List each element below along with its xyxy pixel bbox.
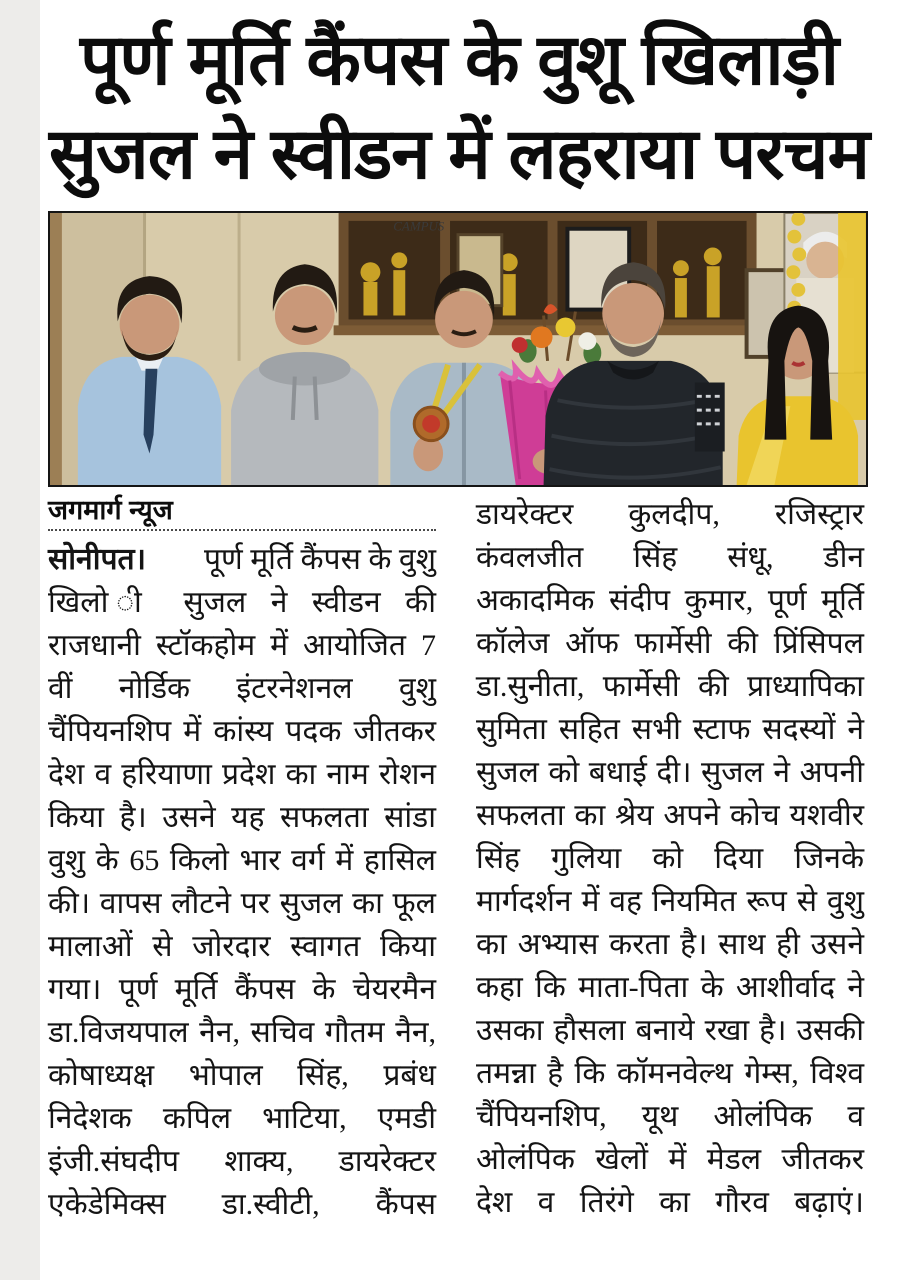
dateline: सोनीपत। — [48, 543, 146, 577]
headline-line-2: सुजल ने स्वीडन में लहराया परचम — [49, 114, 869, 194]
article-line: अकादमिक संदीप कुमार, पूर्ण मूर्ति — [476, 584, 864, 618]
article-line: सुमिता सहित सभी स्टाफ सदस्यों ने — [476, 713, 864, 747]
article-line: मालाओं से जोरदार स्वागत किया — [48, 930, 436, 964]
article-line: की। वापस लौटने पर सुजल का फूल — [48, 887, 436, 921]
article-line: का अभ्यास करता है। साथ ही उसने — [476, 928, 864, 962]
article-column-right — [476, 493, 864, 1226]
hood — [259, 352, 351, 386]
article-line: उसका हौसला बनाये रखा है। उसकी — [476, 1014, 864, 1048]
article-line: देश व तिरंगे का गौरव बढ़ाएं। — [476, 1186, 864, 1220]
article-line: वुशु के 65 किलो भार वर्ग में हासिल — [48, 844, 436, 878]
article-line: चैंपियनशिप, यूथ ओलंपिक व — [476, 1100, 864, 1134]
campus-overlay-text: CAMPUS — [393, 220, 445, 235]
article-page — [48, 0, 870, 1280]
article-line: सुजल को बधाई दी। सुजल ने अपनी — [476, 756, 864, 790]
article-line: डा.विजयपाल नैन, सचिव गौतम नैन, — [48, 1016, 436, 1050]
article-column-left — [48, 493, 436, 1226]
news-photo-illustration — [50, 213, 866, 485]
article-line: एकेडेमिक्स डा.स्वीटी, कैंपस — [48, 1188, 436, 1222]
article-line: चैंपियनशिप में कांस्य पदक जीतकर — [48, 715, 436, 749]
article-lead-line — [48, 538, 436, 581]
right-lines — [476, 493, 864, 1224]
article-line: निदेशक कपिल भाटिया, एमडी — [48, 1102, 436, 1136]
article-line: मार्गदर्शन में वह नियमित रूप से वुशु — [476, 885, 864, 919]
article-line: तमन्ना है कि कॉमनवेल्थ गेम्स, विश्व — [476, 1057, 864, 1091]
article-line: डा.सुनीता, फार्मेसी की प्राध्यापिका — [476, 670, 864, 704]
yellow-drape — [838, 213, 866, 420]
article-line: खिलो ी सुजल ने स्वीडन की — [48, 586, 436, 620]
article-body — [48, 493, 870, 1226]
article-line: सिंह गुलिया को दिया जिनके — [476, 842, 864, 876]
article-line: कॉलेज ऑफ फार्मेसी की प्रिंसिपल — [476, 627, 864, 661]
article-line: कंवलजीत सिंह संधू, डीन — [476, 541, 864, 575]
article-line: वीं नोर्डिक इंटरनेशनल वुशु — [48, 672, 436, 706]
article-line: देश व हरियाणा प्रदेश का नाम रोशन — [48, 758, 436, 792]
news-source-byline: जगमार्ग न्यूज — [48, 493, 436, 531]
article-line: गया। पूर्ण मूर्ति कैंपस के चेयरमैन — [48, 973, 436, 1007]
lead-text: पूर्ण मूर्ति कैंपस के वुशु — [203, 543, 436, 577]
page-title — [48, 14, 870, 201]
article-line: सफलता का श्रेय अपने कोच यशवीर — [476, 799, 864, 833]
news-photo — [48, 211, 868, 487]
lips — [792, 363, 804, 365]
article-line: कोषाध्यक्ष भोपाल सिंह, प्रबंध — [48, 1059, 436, 1093]
article-line: ओलंपिक खेलों में मेडल जीतकर — [476, 1143, 864, 1177]
article-line: इंजी.संघदीप शाक्य, डायरेक्टर — [48, 1145, 436, 1179]
headline-line-1: पूर्ण मूर्ति कैंपस के वुशू खिलाड़ी — [79, 21, 839, 100]
sleeve — [695, 383, 725, 452]
left-lines — [48, 581, 436, 1226]
article-line: डायरेक्टर कुलदीप, रजिस्ट्रार — [476, 498, 864, 532]
page-left-margin-strip — [0, 0, 40, 1280]
door-frame — [50, 213, 62, 485]
article-line: राजधानी स्टॉकहोम में आयोजित 7 — [48, 629, 436, 663]
article-line: कहा कि माता-पिता के आशीर्वाद ने — [476, 971, 864, 1005]
article-line: किया है। उसने यह सफलता सांडा — [48, 801, 436, 835]
